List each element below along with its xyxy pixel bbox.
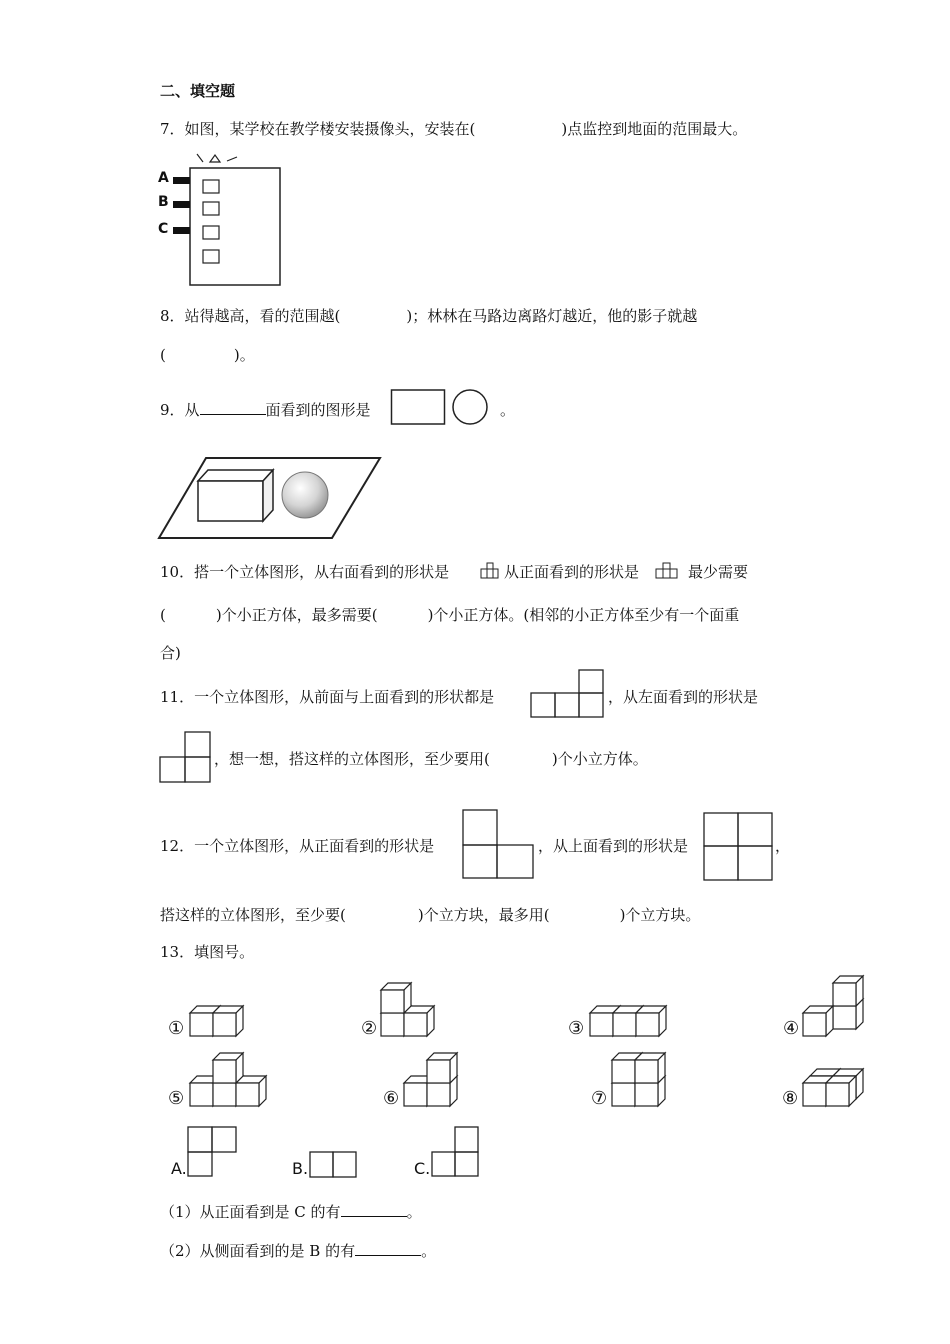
q13-figure-6 <box>404 1053 457 1106</box>
q13-sub1-end: 。 <box>406 1203 422 1221</box>
q7-text-b: )点监控到地面的范围最大。 <box>561 120 748 138</box>
q13-figure-3 <box>590 1006 666 1036</box>
q13-view-b <box>308 1150 360 1180</box>
q7-label-c: C <box>158 221 169 237</box>
q7-label-a: A <box>158 170 169 186</box>
q13-fig-label-6: ⑥ <box>383 1088 400 1109</box>
q13-view-label-c: C. <box>414 1159 431 1178</box>
q10-text-c: 最少需要 <box>688 563 749 581</box>
q13-title: 13．填图号。 <box>160 943 255 961</box>
q13-view-a <box>186 1125 238 1179</box>
q13-fig-label-8: ⑧ <box>782 1088 799 1109</box>
q9-text-b: 面看到的图形是 <box>265 401 371 419</box>
q13-view-label-b: B. <box>292 1159 309 1178</box>
q13-fig-label-4: ④ <box>783 1018 800 1039</box>
q13-figure-1 <box>190 1006 243 1036</box>
q13-figure-8 <box>803 1069 863 1106</box>
q13-sub1-answer-blank[interactable] <box>341 1202 407 1217</box>
q9-text-c: 。 <box>500 401 516 419</box>
q7-text-a: 7．如图，某学校在教学楼安装摄像头，安装在( <box>160 120 476 138</box>
q13-fig-label-3: ③ <box>568 1018 585 1039</box>
q10-text-d: ( <box>160 606 166 624</box>
q12-text-a: 12．一个立体图形，从正面看到的形状是 <box>160 837 435 855</box>
q13-view-c <box>429 1125 481 1179</box>
q10-text-e: )个小正方体，最多需要( <box>215 606 378 624</box>
q13-sub2-end: 。 <box>421 1242 437 1260</box>
section-title: 二、填空题 <box>160 82 236 100</box>
q8-text-d: )。 <box>233 346 255 364</box>
q8-text-c: ( <box>160 346 166 364</box>
q10-text-g: 合) <box>160 644 181 662</box>
q11-text-a: 11．一个立体图形，从前面与上面看到的形状都是 <box>160 688 495 706</box>
q9-text-a: 9．从 <box>160 401 200 419</box>
q13-sub2-text: （2）从侧面看到的是 B 的有 <box>160 1242 356 1260</box>
q8-text-a: 8．站得越高，看的范围越( <box>160 307 341 325</box>
q13-sub-1 <box>160 1201 422 1222</box>
q13-sub2-answer-blank[interactable] <box>355 1241 421 1256</box>
q13-figure-2 <box>381 983 434 1036</box>
q13-fig-label-5: ⑤ <box>168 1088 185 1109</box>
q10-text-b: 从正面看到的形状是 <box>504 563 640 581</box>
q12-text-f: )个立方块。 <box>619 906 701 924</box>
q12-text-c: ， <box>775 837 791 855</box>
q13-sub-2 <box>160 1240 436 1261</box>
q13-figure-5 <box>190 1053 266 1106</box>
q8-text-b: )；林林在马路边离路灯越近，他的影子就越 <box>406 307 698 325</box>
q13-figure-4 <box>803 976 863 1036</box>
q10-text-f: )个小正方体。(相邻的小正方体至少有一个面重 <box>427 606 740 624</box>
q11-text-d: )个小立方体。 <box>551 750 648 768</box>
q13-sub1-text: （1）从正面看到是 C 的有 <box>160 1203 341 1221</box>
q13-fig-label-1: ① <box>168 1018 185 1039</box>
q13-figure-7 <box>612 1053 665 1106</box>
q11-text-b: ，从左面看到的形状是 <box>608 688 759 706</box>
q12-text-b: ，从上面看到的形状是 <box>538 837 689 855</box>
q13-fig-label-2: ② <box>361 1018 378 1039</box>
q12-text-e: )个立方块，最多用( <box>417 906 550 924</box>
q13-view-label-a: A. <box>171 1159 187 1178</box>
q13-fig-label-7: ⑦ <box>591 1088 608 1109</box>
q11-text-c: ，想一想，搭这样的立体图形，至少要用( <box>214 750 490 768</box>
q12-text-d: 搭这样的立体图形，至少要( <box>160 906 346 924</box>
q10-text-a: 10．搭一个立体图形，从右面看到的形状是 <box>160 563 450 581</box>
q7-label-b: B <box>158 194 169 210</box>
